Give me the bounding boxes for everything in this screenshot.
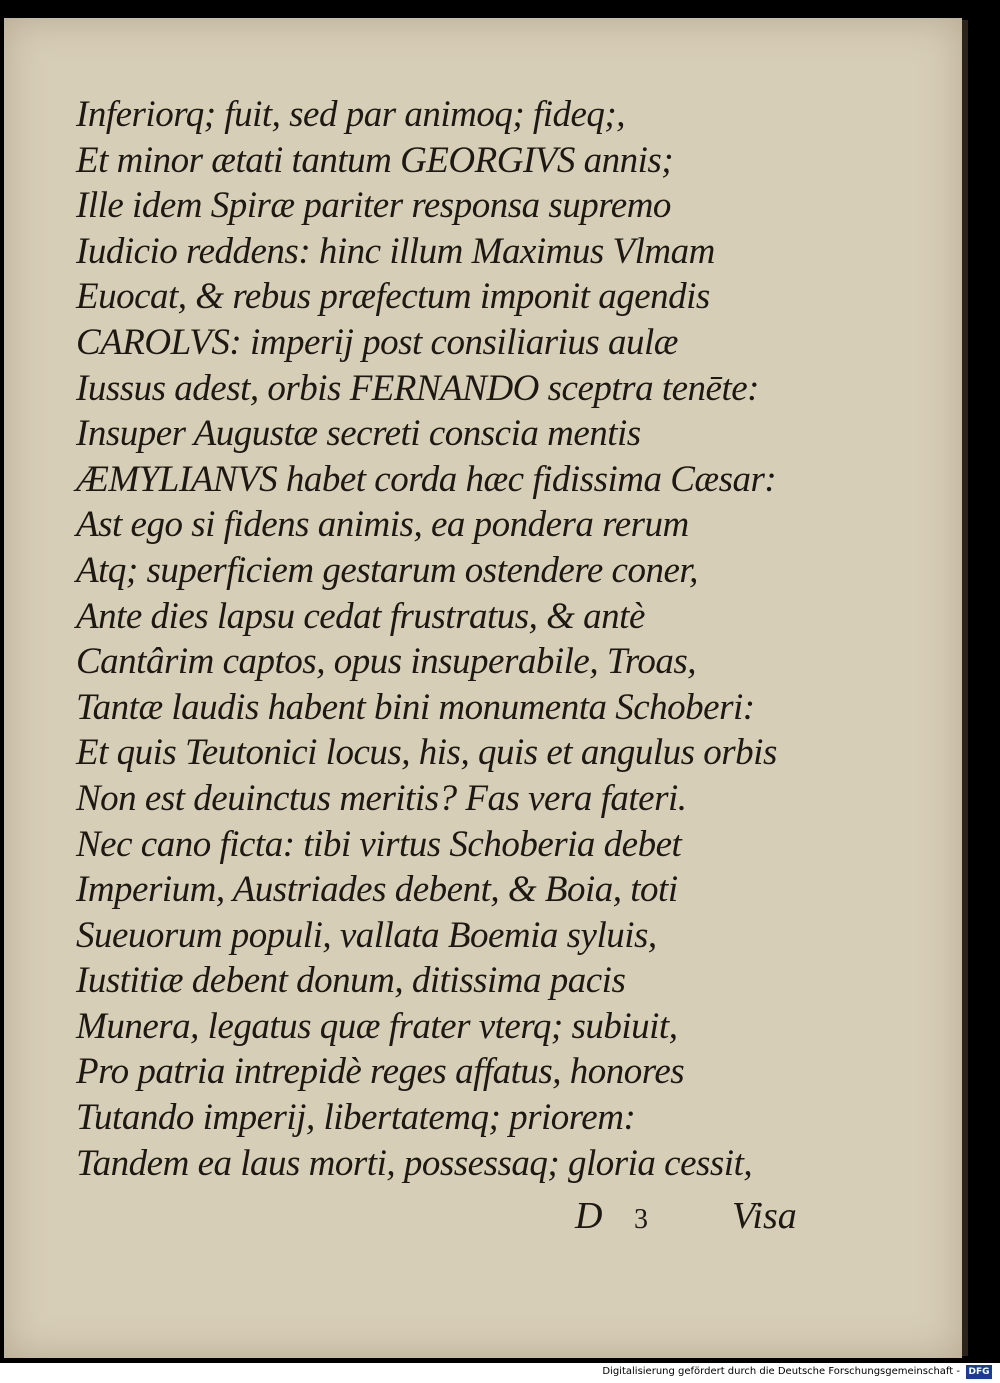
signature-number: 3	[634, 1204, 648, 1235]
verse-line: Ille idem Spiræ pariter responsa supremo	[76, 185, 671, 227]
verse-text	[76, 92, 836, 1186]
verse-line: Atq; superficiem gestarum ostendere coner,	[76, 549, 698, 591]
funding-note: Digitalisierung gefördert durch die Deutsche Forschungsgemeinschaft -	[602, 1366, 960, 1377]
verse-line: Tandem ea laus morti, possessaq; gloria cessit,	[76, 1142, 753, 1184]
verse-line: Tutando imperij, libertatemq; priorem:	[76, 1097, 636, 1139]
verse-line: Imperium, Austriades debent, & Boia, toti	[76, 869, 678, 911]
verse-line: CAROLVS: imperij post consiliarius aulæ	[76, 321, 678, 363]
verse-line: Iustitiæ debent donum, ditissima pacis	[76, 960, 626, 1002]
verse-line: Nec cano ficta: tibi virtus Schoberia debet	[76, 823, 682, 865]
page-edge	[962, 20, 968, 1356]
verse-line: Inferiorq; fuit, sed par animoq; fideq;,	[76, 94, 625, 135]
verse-line: Ast ego si fidens animis, ea pondera rerum	[76, 504, 689, 546]
verse-line: Et quis Teutonici locus, his, quis et angulus orbis	[76, 732, 777, 774]
verse-line: Pro patria intrepidè reges affatus, honores	[76, 1051, 685, 1093]
verse-line: Ante dies lapsu cedat frustratus, & antè	[76, 595, 645, 637]
verse-line: Et minor ætati tantum GEORGIVS annis;	[76, 139, 674, 181]
footer-bar	[0, 1363, 1000, 1383]
verse-line: Munera, legatus quæ frater vterq; subiuit,	[76, 1005, 678, 1047]
dfg-logo-icon: DFG	[966, 1365, 992, 1379]
verse-line: Iussus adest, orbis FERNANDO sceptra tenēte:	[76, 367, 759, 409]
verse-line: Sueuorum populi, vallata Boemia syluis,	[76, 914, 657, 956]
signature-letter: D	[575, 1195, 603, 1237]
verse-line: Iudicio reddens: hinc illum Maximus Vlmam	[76, 230, 715, 272]
verse-line: Cantârim captos, opus insuperabile, Troas,	[76, 641, 697, 683]
verse-line: Non est deuinctus meritis? Fas vera fateri.	[76, 777, 687, 819]
catchword: Visa	[732, 1195, 797, 1237]
verse-line: ÆMYLIANVS habet corda hæc fidissima Cæsar:	[76, 458, 777, 500]
verse-line: Tantæ laudis habent bini monumenta Schoberi:	[76, 686, 755, 728]
verse-line: Euocat, & rebus præfectum imponit agendis	[76, 276, 710, 318]
verse-line: Insuper Augustæ secreti conscia mentis	[76, 413, 641, 455]
